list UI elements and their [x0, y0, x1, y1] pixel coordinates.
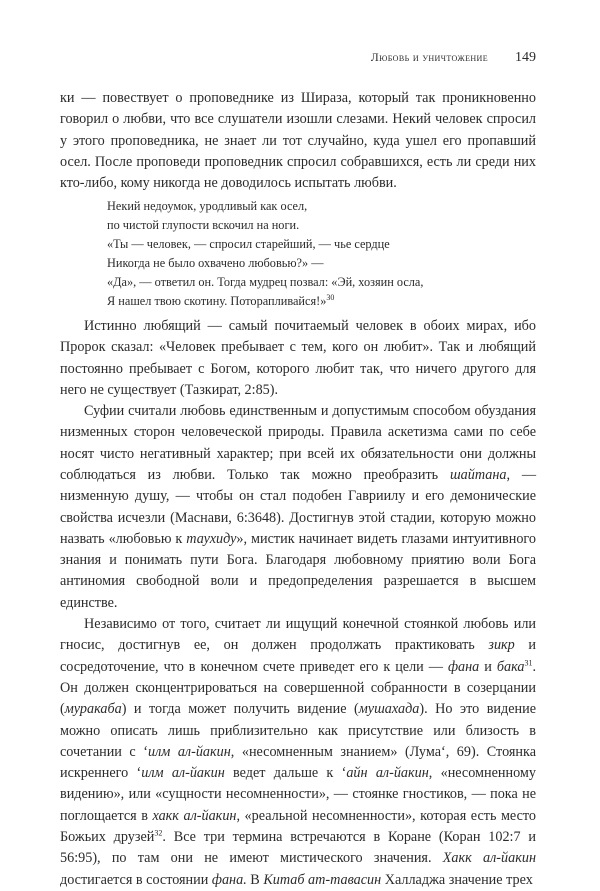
paragraph-3 [60, 401, 536, 614]
italic-term: Хакк ал-йакин [442, 850, 536, 867]
text-run: . Он должен сконцентрироваться на совершенной собранности в созерцании ( [60, 658, 537, 718]
text-run: Независимо от того, считает ли ищущий конечной стоянкой любовь или гносис, достигнув ее, он должен продолжать практиковать [60, 616, 536, 654]
footnote-ref: 32 [154, 828, 163, 838]
italic-term: Китаб ат-тавасин [263, 871, 382, 888]
text-run: и [479, 658, 497, 675]
italic-term: муракаба [64, 701, 122, 718]
italic-term: шайтана [449, 467, 507, 483]
text-run: достигается в состоянии [60, 871, 212, 888]
text-run: Суфии считали любовь единственным и допустимым способом обуздания низменных сторон человеческой природы. Правила аскетизма сами по себе носят чисто негативный характер; при всей их обязательности они должны соблюдаться из любви. Только так можно преобразить [60, 403, 536, 483]
footnote-ref: 31 [524, 657, 533, 667]
text-run: ) и тогда может получить видение ( [121, 701, 359, 718]
text-run: , «реальной несомненности», которая есть место Божьих друзей [60, 807, 536, 846]
italic-term: илм ал-йакин [147, 743, 231, 760]
verse-line [107, 292, 536, 311]
page-body [60, 88, 536, 891]
text-run: , «несомненному видению», или «сущности несомненности», — стоянке гностиков, — пока не поглощается в [60, 765, 536, 824]
verse-line: «Да», — ответил он. Тогда мудрец позвал: «Эй, хозяин осла, [107, 275, 424, 290]
running-title: Любовь и уничтожение [370, 52, 488, 64]
text-run: В [246, 871, 264, 888]
page-header [60, 52, 536, 74]
text-run: , «несомненным знанием» (Лума‘, 69). Стоянка искреннего ‘ [60, 743, 536, 782]
italic-term: бака [496, 658, 525, 675]
italic-term: илм ал-йакин [141, 765, 225, 782]
text-run: », мистик начинает видеть глазами интуитивного знания и понимать пути Бога. Благодаря любовному приятию воли Бога антиномия свободной воли и предопределения разрешается в высшем единстве. [60, 530, 536, 611]
footnote-ref: 30 [326, 292, 335, 302]
italic-term: айн ал-йакин [346, 765, 429, 782]
text-run: ). Но это видение можно описать лишь приблизительно как присутствие или близость в сочетании с ‘ [60, 701, 536, 760]
text-run: и сосредоточение, что в конечном счете приведет его к цели — [60, 637, 536, 675]
italic-term: фана [447, 658, 480, 675]
paragraph-1: ки — повествует о проповеднике из Шираза, который так проникновенно говорил о любви, что все слушатели изошли слезами. Некий человек спросил у этого проповедника, не знает ли тот случайно, куда ушел его пропавший осел. После проповеди проповедник спросил собравшихся, есть ли среди них кто-либо, кому никогда не доводилось испытать любви. [60, 90, 536, 192]
text-run: . Все три термина встречаются в Коране (Коран 102:7 и 56:95), по там они не имеют мистического значения. [60, 829, 536, 867]
verse-quote [107, 197, 536, 310]
paragraph-2: Истинно любящий — самый почитаемый человек в обоих мирах, ибо Пророк сказал: «Человек пребывает с тем, кого он любит». Так и любящий постоянно пребывает с Богом, которого любит так, что ничего другого для него не существует (Тазкират, 2:85). [60, 317, 536, 398]
italic-term: зикр [488, 637, 515, 654]
verse-line: по чистой глупости вскочил на ноги. [107, 218, 300, 233]
italic-term: мушахада [358, 701, 420, 718]
page-number: 149 [515, 50, 536, 65]
italic-term: фана. [211, 871, 247, 888]
text-run: ведет дальше к ‘ [224, 765, 347, 782]
paragraph-4 [60, 614, 536, 891]
italic-term: таухиду [186, 530, 237, 547]
italic-term: хакк ал-йакин [152, 807, 237, 824]
verse-line: «Ты — человек, — спросил старейший, — чье сердце [107, 237, 390, 252]
text-run: , — низменную душу, — чтобы он стал подобен Гавриилу и его демонические свойства исчезли (Маснави, 6:3648). Достигнув этой стадии, которую можно назвать «любовью к [60, 467, 537, 547]
verse-line: Некий недоумок, уродливый как осел, [107, 199, 308, 214]
text-run: Халладжа значение трех [381, 871, 533, 888]
verse-line-text: Я нашел твою скотину. Поторапливайся!» [107, 294, 327, 309]
verse-line: Никогда не было охвачено любовью?» — [107, 256, 324, 271]
